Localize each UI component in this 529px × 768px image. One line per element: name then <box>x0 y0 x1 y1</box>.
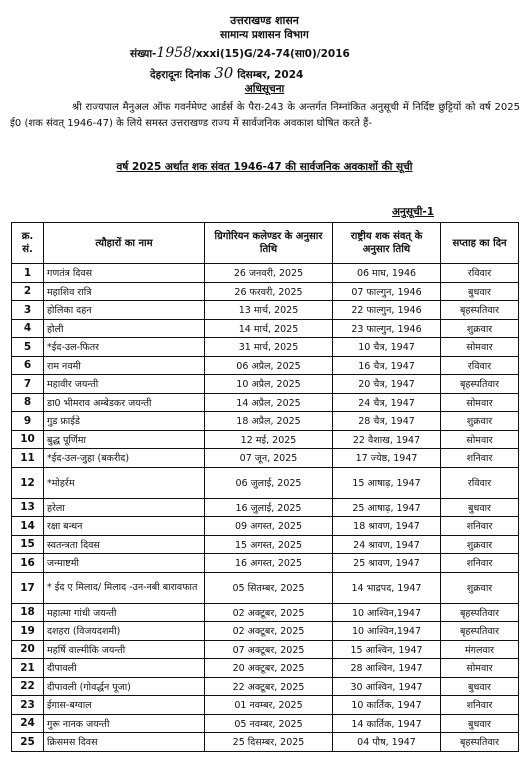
sn-cell: 9 <box>12 412 44 431</box>
sn-cell: 10 <box>12 430 44 449</box>
saka-date-cell: 06 माघ, 1946 <box>333 264 441 283</box>
body-paragraph: श्री राज्यपाल मैनुअल ऑफ गवर्नमेण्ट आर्डर्स के पैरा-243 के अन्तर्गत निम्नांकित अनुसूची में निर्दिष्ट छुट्टियों को वर्ष 2025 ई0 (शक संवत् 1946-47) के लिये समस्त उत्तराखण्ड राज्य में सार्वजनिक अवकाश घोषित करते हैं- <box>10 102 520 129</box>
sn-cell: 5 <box>12 338 44 357</box>
festival-cell: गणतंत्र दिवस <box>44 264 205 283</box>
festival-cell: महात्मा गांधी जयन्ती <box>44 603 205 622</box>
saka-date-cell: 28 चैत्र, 1947 <box>333 412 441 431</box>
list-heading <box>0 160 529 174</box>
table-row <box>12 554 519 573</box>
weekday-cell: शुक्रवार <box>441 412 519 431</box>
saka-date-cell: 17 ज्येष्ठ, 1947 <box>333 449 441 468</box>
gregorian-date-cell: 05 सितम्बर, 2025 <box>205 572 333 603</box>
order-number <box>130 45 350 61</box>
weekday-cell: शनिवार <box>441 449 519 468</box>
saka-date-cell: 15 आषाढ़, 1947 <box>333 467 441 498</box>
gregorian-date-cell: 15 अगस्त, 2025 <box>205 535 333 554</box>
holiday-table <box>11 222 519 752</box>
saka-date-cell: 14 भाद्रपद, 1947 <box>333 572 441 603</box>
sn-cell: 19 <box>12 622 44 641</box>
handwritten-number: 1958 <box>156 45 193 61</box>
festival-cell: रक्षा बन्धन <box>44 517 205 536</box>
gregorian-date-cell: 07 जून, 2025 <box>205 449 333 468</box>
festival-cell: दीपावली <box>44 659 205 678</box>
weekday-cell: रविवार <box>441 467 519 498</box>
table-row <box>12 264 519 283</box>
sn-cell: 16 <box>12 554 44 573</box>
table-row <box>12 677 519 696</box>
gregorian-date-cell: 09 अगस्त, 2025 <box>205 517 333 536</box>
saka-date-cell: 24 श्रावण, 1947 <box>333 535 441 554</box>
table-row <box>12 622 519 641</box>
sn-cell: 7 <box>12 375 44 394</box>
festival-cell: हरेला <box>44 498 205 517</box>
saka-date-cell: 10 आश्विन,1947 <box>333 622 441 641</box>
saka-date-cell: 25 आषाढ़, 1947 <box>333 498 441 517</box>
header-saka: राष्ट्रीय शक संवत् के अनुसार तिथि <box>333 223 441 264</box>
sn-cell: 3 <box>12 301 44 320</box>
header-weekday: सप्ताह का दिन <box>441 223 519 264</box>
festival-cell: महर्षि वाल्मीकि जयन्ती <box>44 640 205 659</box>
festival-cell: गुड फ्राईडे <box>44 412 205 431</box>
gregorian-date-cell: 20 अक्टूबर, 2025 <box>205 659 333 678</box>
festival-cell: होलिका दहन <box>44 301 205 320</box>
table-row <box>12 498 519 517</box>
table-row <box>12 714 519 733</box>
weekday-cell: शुक्रवार <box>441 319 519 338</box>
number-label: संख्या- <box>130 48 157 60</box>
table-row <box>12 517 519 536</box>
table-row <box>12 412 519 431</box>
sn-cell: 21 <box>12 659 44 678</box>
festival-cell: गुरू नानक जयन्ती <box>44 714 205 733</box>
weekday-cell: बृहस्पतिवार <box>441 603 519 622</box>
table-row <box>12 356 519 375</box>
weekday-cell: शनिवार <box>441 696 519 715</box>
festival-cell: जन्माष्टमी <box>44 554 205 573</box>
table-row <box>12 572 519 603</box>
gregorian-date-cell: 22 अक्टूबर, 2025 <box>205 677 333 696</box>
sn-cell: 13 <box>12 498 44 517</box>
saka-date-cell: 22 वैशाख, 1947 <box>333 430 441 449</box>
festival-cell: दीपावली (गोवर्द्धन पूजा) <box>44 677 205 696</box>
table-row <box>12 640 519 659</box>
sn-cell: 6 <box>12 356 44 375</box>
gregorian-date-cell: 26 फरवरी, 2025 <box>205 282 333 301</box>
festival-cell: महाशिव रात्रि <box>44 282 205 301</box>
place-date-label: देहरादूनः दिनांक <box>150 69 211 81</box>
gregorian-date-cell: 14 मार्च, 2025 <box>205 319 333 338</box>
sn-cell: 17 <box>12 572 44 603</box>
sn-cell: 18 <box>12 603 44 622</box>
weekday-cell: बृहस्पतिवार <box>441 622 519 641</box>
gregorian-date-cell: 13 मार्च, 2025 <box>205 301 333 320</box>
festival-cell: बुद्ध पूर्णिमा <box>44 430 205 449</box>
gregorian-date-cell: 16 जुलाई, 2025 <box>205 498 333 517</box>
saka-date-cell: 16 चैत्र, 1947 <box>333 356 441 375</box>
weekday-cell: रविवार <box>441 264 519 283</box>
gregorian-date-cell: 06 अप्रैल, 2025 <box>205 356 333 375</box>
weekday-cell: बृहस्पतिवार <box>441 301 519 320</box>
table-row <box>12 696 519 715</box>
gregorian-date-cell: 05 नवम्बर, 2025 <box>205 714 333 733</box>
weekday-cell: शनिवार <box>441 554 519 573</box>
weekday-cell: बृहस्पतिवार <box>441 733 519 752</box>
table-row <box>12 603 519 622</box>
weekday-cell: शुक्रवार <box>441 535 519 554</box>
notification-title: अधिसूचना <box>244 83 285 95</box>
festival-cell: स्वतन्त्रता दिवस <box>44 535 205 554</box>
gregorian-date-cell: 16 अगस्त, 2025 <box>205 554 333 573</box>
festival-cell: * ईद ए मिलाद/ मिलाद -उन-नबी बारावफात <box>44 572 205 603</box>
festival-cell: डा0 भीमराव अम्बेडकर जयन्ती <box>44 393 205 412</box>
gregorian-date-cell: 07 अक्टूबर, 2025 <box>205 640 333 659</box>
weekday-cell: बुधवार <box>441 498 519 517</box>
sn-cell: 12 <box>12 467 44 498</box>
sn-cell: 11 <box>12 449 44 468</box>
header-festival: त्यौहारों का नाम <box>44 223 205 264</box>
weekday-cell: शनिवार <box>441 517 519 536</box>
header-gregorian: ग्रिगोरियन कलेण्डर के अनुसार तिथि <box>205 223 333 264</box>
gregorian-date-cell: 25 दिसम्बर, 2025 <box>205 733 333 752</box>
saka-date-cell: 18 श्रावण, 1947 <box>333 517 441 536</box>
festival-cell: महावीर जयन्ती <box>44 375 205 394</box>
table-row <box>12 301 519 320</box>
gregorian-date-cell: 18 अप्रैल, 2025 <box>205 412 333 431</box>
festival-cell: ईगास-बग्वाल <box>44 696 205 715</box>
weekday-cell: बुधवार <box>441 677 519 696</box>
sn-cell: 1 <box>12 264 44 283</box>
sn-cell: 23 <box>12 696 44 715</box>
table-row <box>12 375 519 394</box>
table-row <box>12 393 519 412</box>
weekday-cell: सोमवार <box>441 430 519 449</box>
table-row <box>12 733 519 752</box>
festival-cell: क्रिसमस दिवस <box>44 733 205 752</box>
saka-date-cell: 10 चैत्र, 1947 <box>333 338 441 357</box>
table-body <box>12 264 519 752</box>
place-date <box>150 64 303 82</box>
weekday-cell: रविवार <box>441 356 519 375</box>
festival-cell: राम नवमी <box>44 356 205 375</box>
weekday-cell: मंगलवार <box>441 640 519 659</box>
gregorian-date-cell: 02 अक्टूबर, 2025 <box>205 603 333 622</box>
table-row <box>12 449 519 468</box>
gregorian-date-cell: 26 जनवरी, 2025 <box>205 264 333 283</box>
table-row <box>12 338 519 357</box>
department-title: सामान्य प्रशासन विभाग <box>220 29 309 41</box>
saka-date-cell: 28 आश्विन, 1947 <box>333 659 441 678</box>
gregorian-date-cell: 06 जुलाई, 2025 <box>205 467 333 498</box>
sn-cell: 4 <box>12 319 44 338</box>
weekday-cell: शुक्रवार <box>441 572 519 603</box>
saka-date-cell: 23 फाल्गुन, 1946 <box>333 319 441 338</box>
weekday-cell: सोमवार <box>441 659 519 678</box>
weekday-cell: सोमवार <box>441 393 519 412</box>
weekday-cell: सोमवार <box>441 338 519 357</box>
table-row <box>12 430 519 449</box>
saka-date-cell: 25 श्रावण, 1947 <box>333 554 441 573</box>
weekday-cell: बुधवार <box>441 282 519 301</box>
sn-cell: 15 <box>12 535 44 554</box>
table-row <box>12 659 519 678</box>
saka-date-cell: 10 कार्तिक, 1947 <box>333 696 441 715</box>
header-sn: क्र. सं. <box>12 223 44 264</box>
notification-heading <box>0 82 529 96</box>
gregorian-date-cell: 02 अक्टूबर, 2025 <box>205 622 333 641</box>
sn-cell: 2 <box>12 282 44 301</box>
gregorian-date-cell: 31 मार्च, 2025 <box>205 338 333 357</box>
saka-date-cell: 14 कार्तिक, 1947 <box>333 714 441 733</box>
gregorian-date-cell: 12 मई, 2025 <box>205 430 333 449</box>
list-title: वर्ष 2025 अर्थात शक संवत 1946-47 की सार्वजनिक अवकाशों की सूची <box>116 161 413 173</box>
festival-cell: दशहरा (विजयदशमी) <box>44 622 205 641</box>
schedule-label: अनुसूची-1 <box>392 206 434 218</box>
sn-cell: 8 <box>12 393 44 412</box>
sn-cell: 24 <box>12 714 44 733</box>
saka-date-cell: 07 फाल्गुन, 1946 <box>333 282 441 301</box>
festival-cell: *मोहर्रम <box>44 467 205 498</box>
saka-date-cell: 22 फाल्गुन, 1946 <box>333 301 441 320</box>
festival-cell: होली <box>44 319 205 338</box>
weekday-cell: बुधवार <box>441 714 519 733</box>
handwritten-date: 30 <box>214 64 234 82</box>
sn-cell: 22 <box>12 677 44 696</box>
number-rest: /xxxi(15)G/24-74(सा0)/2016 <box>192 48 350 60</box>
saka-date-cell: 04 पौष, 1947 <box>333 733 441 752</box>
festival-cell: *ईद-उल-जुहा (बकरीद) <box>44 449 205 468</box>
saka-date-cell: 20 चैत्र, 1947 <box>333 375 441 394</box>
government-title: उत्तराखण्ड शासन <box>230 14 299 27</box>
table-row <box>12 319 519 338</box>
sn-cell: 14 <box>12 517 44 536</box>
saka-date-cell: 24 चैत्र, 1947 <box>333 393 441 412</box>
gregorian-date-cell: 10 अप्रैल, 2025 <box>205 375 333 394</box>
sn-cell: 25 <box>12 733 44 752</box>
saka-date-cell: 10 आश्विन,1947 <box>333 603 441 622</box>
weekday-cell: बृहस्पतिवार <box>441 375 519 394</box>
saka-date-cell: 30 आश्विन, 1947 <box>333 677 441 696</box>
gregorian-date-cell: 14 अप्रैल, 2025 <box>205 393 333 412</box>
table-row <box>12 467 519 498</box>
table-header-row <box>12 223 519 264</box>
sn-cell: 20 <box>12 640 44 659</box>
date-rest: दिसम्बर, 2024 <box>237 69 304 81</box>
gregorian-date-cell: 01 नवम्बर, 2025 <box>205 696 333 715</box>
table-row <box>12 282 519 301</box>
festival-cell: *ईद-उल-फितर <box>44 338 205 357</box>
saka-date-cell: 15 आश्विन, 1947 <box>333 640 441 659</box>
table-row <box>12 535 519 554</box>
